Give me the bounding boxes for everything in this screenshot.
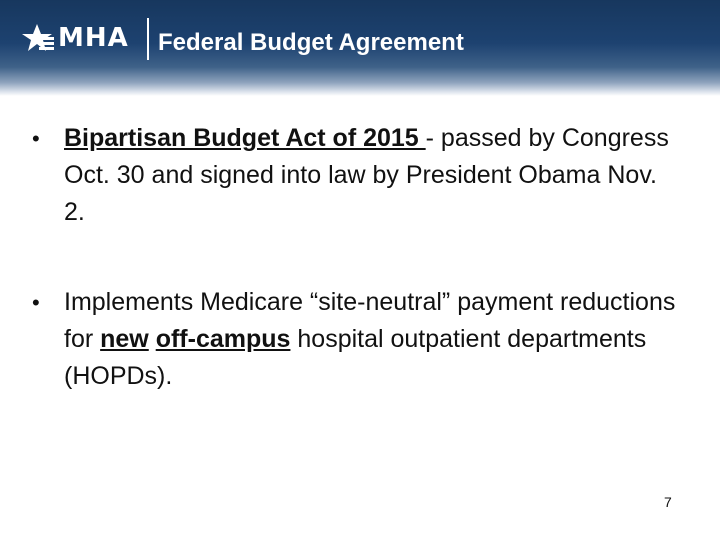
site-neutral-text-end: hospital outpatient departments (HOPDs). bbox=[64, 325, 647, 390]
budget-act-name: Bipartisan Budget Act of 2015 bbox=[64, 124, 426, 152]
star-flag-icon bbox=[20, 21, 54, 55]
page-number: 7 bbox=[664, 494, 672, 510]
emphasis-off-campus: off-campus bbox=[155, 325, 291, 353]
bullet-icon: • bbox=[32, 290, 40, 315]
bullet-icon: • bbox=[32, 126, 40, 151]
logo-text: MHA bbox=[58, 23, 129, 53]
emphasis-new: new bbox=[100, 325, 149, 353]
emphasis-space bbox=[149, 325, 156, 353]
header-divider bbox=[147, 18, 149, 60]
budget-act-details: - passed by Congress Oct. 30 and signed into law by President Obama Nov. 2. bbox=[64, 124, 669, 226]
bullet-budget-act bbox=[28, 120, 678, 231]
header-bar bbox=[0, 0, 720, 96]
mha-logo bbox=[20, 21, 129, 55]
bullet-list bbox=[28, 120, 678, 395]
site-neutral-text-start: Implements Medicare “site-neutral” payment reductions for bbox=[64, 288, 676, 353]
slide-title: Federal Budget Agreement bbox=[158, 29, 464, 56]
bullet-site-neutral bbox=[28, 284, 678, 395]
